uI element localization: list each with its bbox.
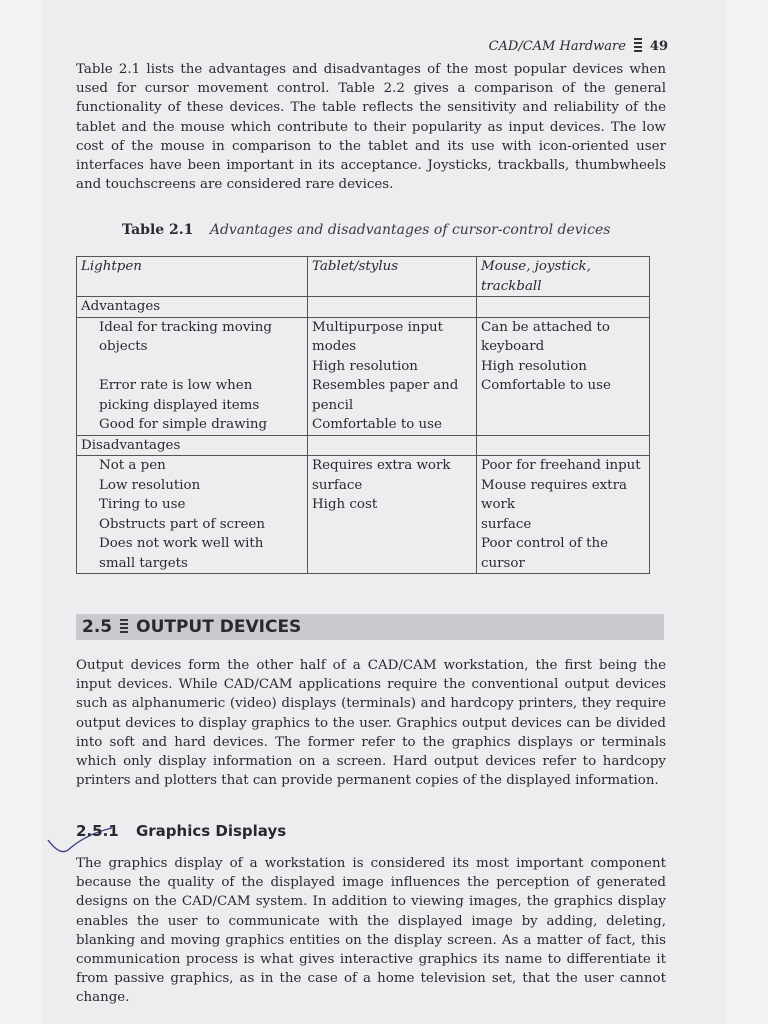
row-group-label: Disadvantages: [77, 435, 308, 456]
subsection-paragraph: The graphics display of a workstation is considered its most important component because the quality of the displayed image influences the perception of generated designs on the CAD/CAM system. In addition to viewing images, the graphics display enables the user to communicate with the displayed image by adding, deleting, blanking and moving graphics entities on the display screen. As a matter of fact, this communication process is what gives interactive graphics its name to differentiate it from passive graphics, as in the case of a home television set, that the user cannot change.: [76, 856, 666, 1006]
table-caption: [122, 222, 610, 238]
section-number: 2.5: [82, 617, 113, 637]
advantages-row: [77, 317, 650, 435]
running-header: [489, 38, 668, 54]
section-paragraph: Output devices form the other half of a CAD/CAM workstation, the first being the input devices. While CAD/CAM applications require the conventional output devices such as alphanumeric (video) displays (terminals) and hardcopy printers, they require output devices to display graphics to the user. Graphics output devices can be divided into soft and hard devices. The former refer to the graphics displays or terminals which only display information on a screen. Hard output devices refer to hardcopy printers and plotters that can provide permanent copies of the displayed information.: [76, 658, 666, 789]
table-caption-text: Advantages and disadvantages of cursor-control devices: [209, 222, 611, 238]
page-number: 49: [649, 38, 668, 54]
disadvantages-label-row: [77, 435, 650, 456]
section-heading: [76, 614, 664, 640]
devices-table: [76, 256, 650, 574]
table-cell: Requires extra work surface High cost: [308, 456, 477, 574]
table-cell: Multipurpose input modes High resolution Resembles paper and pencil Comfortable to use: [308, 317, 477, 435]
table-header-row: [77, 257, 650, 297]
section-title: OUTPUT DEVICES: [136, 617, 302, 637]
table-label: Table 2.1: [122, 222, 194, 238]
disadvantages-row: [77, 456, 650, 574]
column-header: Lightpen: [77, 257, 308, 297]
table-cell: Can be attached to keyboard High resolution Comfortable to use: [477, 317, 650, 435]
table-cell: Not a pen Low resolution Tiring to use Obstructs part of screen Does not work well with small targets: [77, 456, 308, 574]
running-title: CAD/CAM Hardware: [488, 38, 626, 54]
table-cell: Ideal for tracking moving objects Error rate is low when picking displayed items Good for simple drawing: [77, 317, 308, 435]
row-group-label: Advantages: [77, 297, 308, 318]
subsection-number: 2.5.1: [76, 822, 119, 840]
bars-icon: [120, 619, 128, 635]
bars-icon: [634, 38, 642, 54]
subsection-title: Graphics Displays: [135, 822, 287, 840]
subsection-heading: [76, 822, 286, 840]
column-header: Mouse, joystick, trackball: [477, 257, 650, 297]
table-cell: Poor for freehand input Mouse requires extra work surface Poor control of the cursor: [477, 456, 650, 574]
advantages-label-row: [77, 297, 650, 318]
column-header: Tablet/stylus: [308, 257, 477, 297]
intro-paragraph: Table 2.1 lists the advantages and disadvantages of the most popular devices when used for cursor movement control. Table 2.2 gives a comparison of the general functionality of these devices. The table reflects the sensitivity and reliability of the tablet and the mouse which contribute to their popularity as input devices. The low cost of the mouse in comparison to the tablet and its use with icon-oriented user interfaces have been important in its acceptance. Joysticks, trackballs, thumbwheels and touchscreens are considered rare devices.: [76, 62, 666, 193]
book-page: [42, 0, 726, 1024]
